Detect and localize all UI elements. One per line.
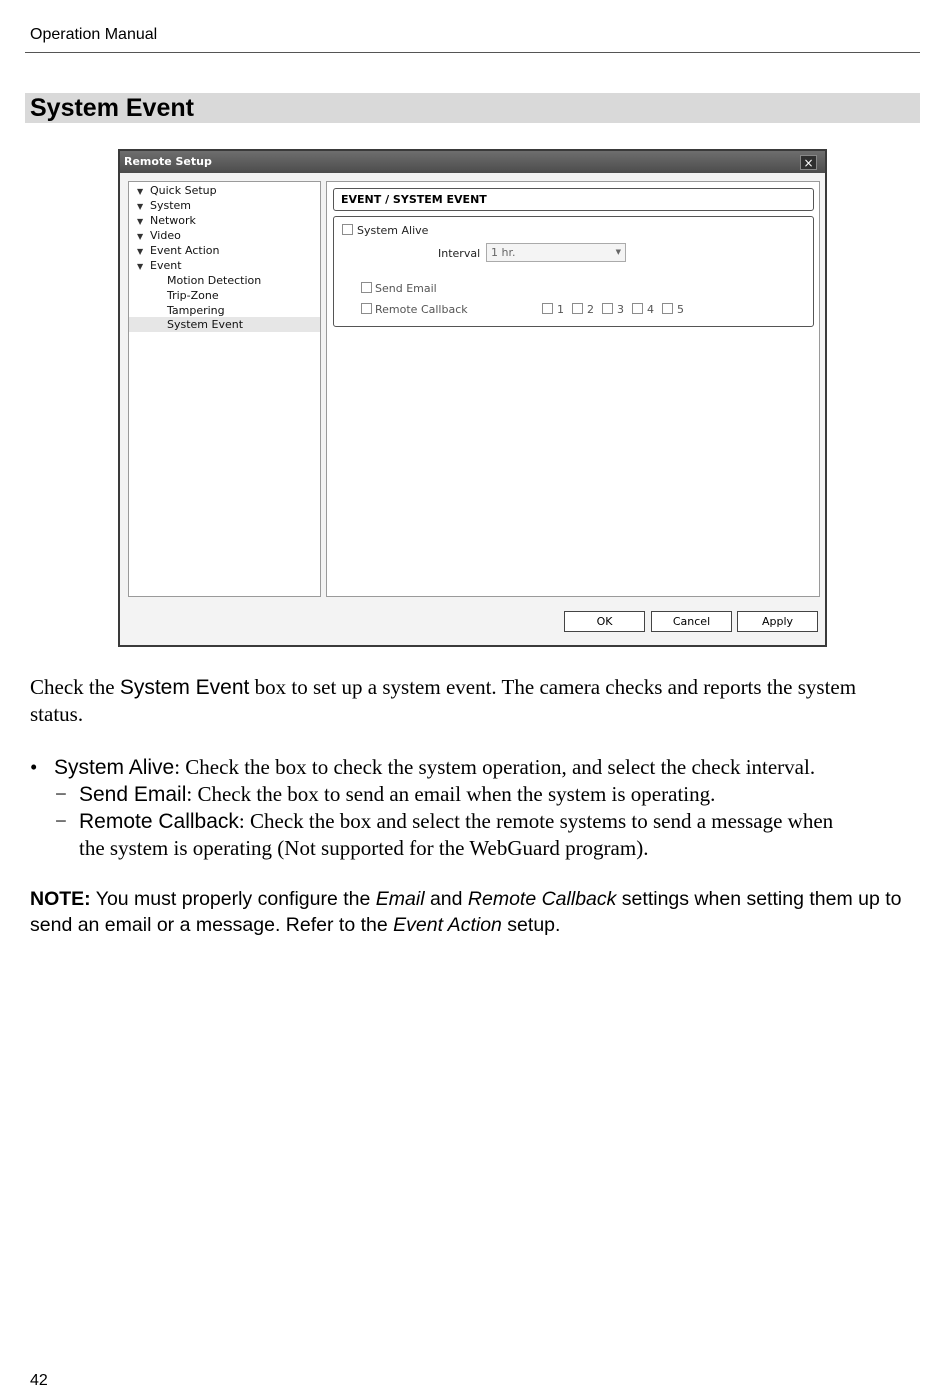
callback-1-label: 1 bbox=[557, 303, 564, 316]
cancel-button[interactable]: Cancel bbox=[651, 611, 732, 632]
expand-arrow-icon: ▼ bbox=[137, 217, 144, 226]
remote-callback-checkbox[interactable] bbox=[361, 303, 372, 314]
tree-item-tampering[interactable]: Tampering bbox=[167, 304, 225, 317]
dash-icon: − bbox=[55, 809, 67, 833]
send-email-label: Send Email bbox=[375, 282, 437, 295]
interval-label: Interval bbox=[438, 247, 481, 260]
header-divider bbox=[25, 52, 920, 53]
callback-5-checkbox[interactable] bbox=[662, 303, 673, 314]
term-system-alive: System Alive bbox=[54, 756, 175, 779]
section-title: System Event bbox=[25, 93, 920, 123]
tree-item-system-event[interactable]: System Event bbox=[129, 317, 320, 332]
system-alive-label: System Alive bbox=[357, 224, 429, 237]
remote-callback-label: Remote Callback bbox=[375, 303, 468, 316]
running-header: Operation Manual bbox=[30, 26, 158, 43]
tree-item-event-action[interactable]: ▼ Event Action bbox=[137, 244, 220, 257]
tree-item-network[interactable]: ▼ Network bbox=[137, 214, 196, 227]
tree-item-video[interactable]: ▼ Video bbox=[137, 229, 181, 242]
dialog-titlebar bbox=[120, 151, 825, 173]
interval-select[interactable]: 1 hr. ▼ bbox=[486, 243, 626, 262]
callback-5-label: 5 bbox=[677, 303, 684, 316]
tree-item-quick-setup[interactable]: ▼ Quick Setup bbox=[137, 184, 217, 197]
term-remote-callback: Remote Callback bbox=[79, 810, 239, 833]
callback-4-label: 4 bbox=[647, 303, 654, 316]
system-alive-checkbox[interactable] bbox=[342, 224, 353, 235]
subitem-remote-callback-cont: the system is operating (Not supported for the WebGuard program). bbox=[79, 836, 649, 860]
apply-button[interactable]: Apply bbox=[737, 611, 818, 632]
bullet-icon: • bbox=[30, 755, 38, 779]
remote-setup-dialog bbox=[118, 149, 827, 647]
chevron-down-icon: ▼ bbox=[615, 248, 621, 256]
system-event-group bbox=[333, 216, 814, 327]
callback-3-label: 3 bbox=[617, 303, 624, 316]
send-email-checkbox[interactable] bbox=[361, 282, 372, 293]
tree-item-event[interactable]: ▼ Event bbox=[137, 259, 182, 272]
ok-button[interactable]: OK bbox=[564, 611, 645, 632]
expand-arrow-icon: ▼ bbox=[137, 247, 144, 256]
callback-3-checkbox[interactable] bbox=[602, 303, 613, 314]
callback-4-checkbox[interactable] bbox=[632, 303, 643, 314]
dialog-title: Remote Setup bbox=[124, 155, 212, 168]
intro-line-1: Check the System Event box to set up a system event. The camera checks and reports the system bbox=[30, 675, 857, 699]
term-send-email: Send Email bbox=[79, 783, 187, 806]
expand-arrow-icon: ▼ bbox=[137, 262, 144, 271]
settings-panel bbox=[326, 181, 820, 597]
close-icon[interactable]: × bbox=[800, 155, 817, 170]
intro-line-2: status. bbox=[30, 702, 84, 726]
callback-2-label: 2 bbox=[587, 303, 594, 316]
note-paragraph: NOTE: You must properly configure the Email and Remote Callback settings when setting them up to send an email or a message. Refer to the Event Action setup. bbox=[30, 888, 902, 936]
panel-title: EVENT / SYSTEM EVENT bbox=[333, 188, 814, 211]
settings-tree bbox=[128, 181, 321, 597]
dash-icon: − bbox=[55, 782, 67, 806]
bullet-system-alive: • System Alive: Check the box to check the system operation, and select the check interval. bbox=[30, 755, 816, 779]
callback-2-checkbox[interactable] bbox=[572, 303, 583, 314]
subitem-send-email: − Send Email: Check the box to send an email when the system is operating. bbox=[55, 782, 716, 806]
subitem-remote-callback: − Remote Callback: Check the box and select the remote systems to send a message when bbox=[55, 809, 834, 833]
tree-item-system[interactable]: ▼ System bbox=[137, 199, 192, 212]
expand-arrow-icon: ▼ bbox=[137, 187, 144, 196]
callback-1-checkbox[interactable] bbox=[542, 303, 553, 314]
expand-arrow-icon: ▼ bbox=[137, 232, 144, 241]
tree-item-trip-zone[interactable]: Trip-Zone bbox=[167, 289, 219, 302]
note-label: NOTE: bbox=[30, 888, 91, 910]
tree-item-motion-detection[interactable]: Motion Detection bbox=[167, 274, 262, 287]
term-system-event: System Event bbox=[119, 676, 250, 699]
expand-arrow-icon: ▼ bbox=[137, 202, 144, 211]
page-number: 42 bbox=[30, 1372, 48, 1389]
